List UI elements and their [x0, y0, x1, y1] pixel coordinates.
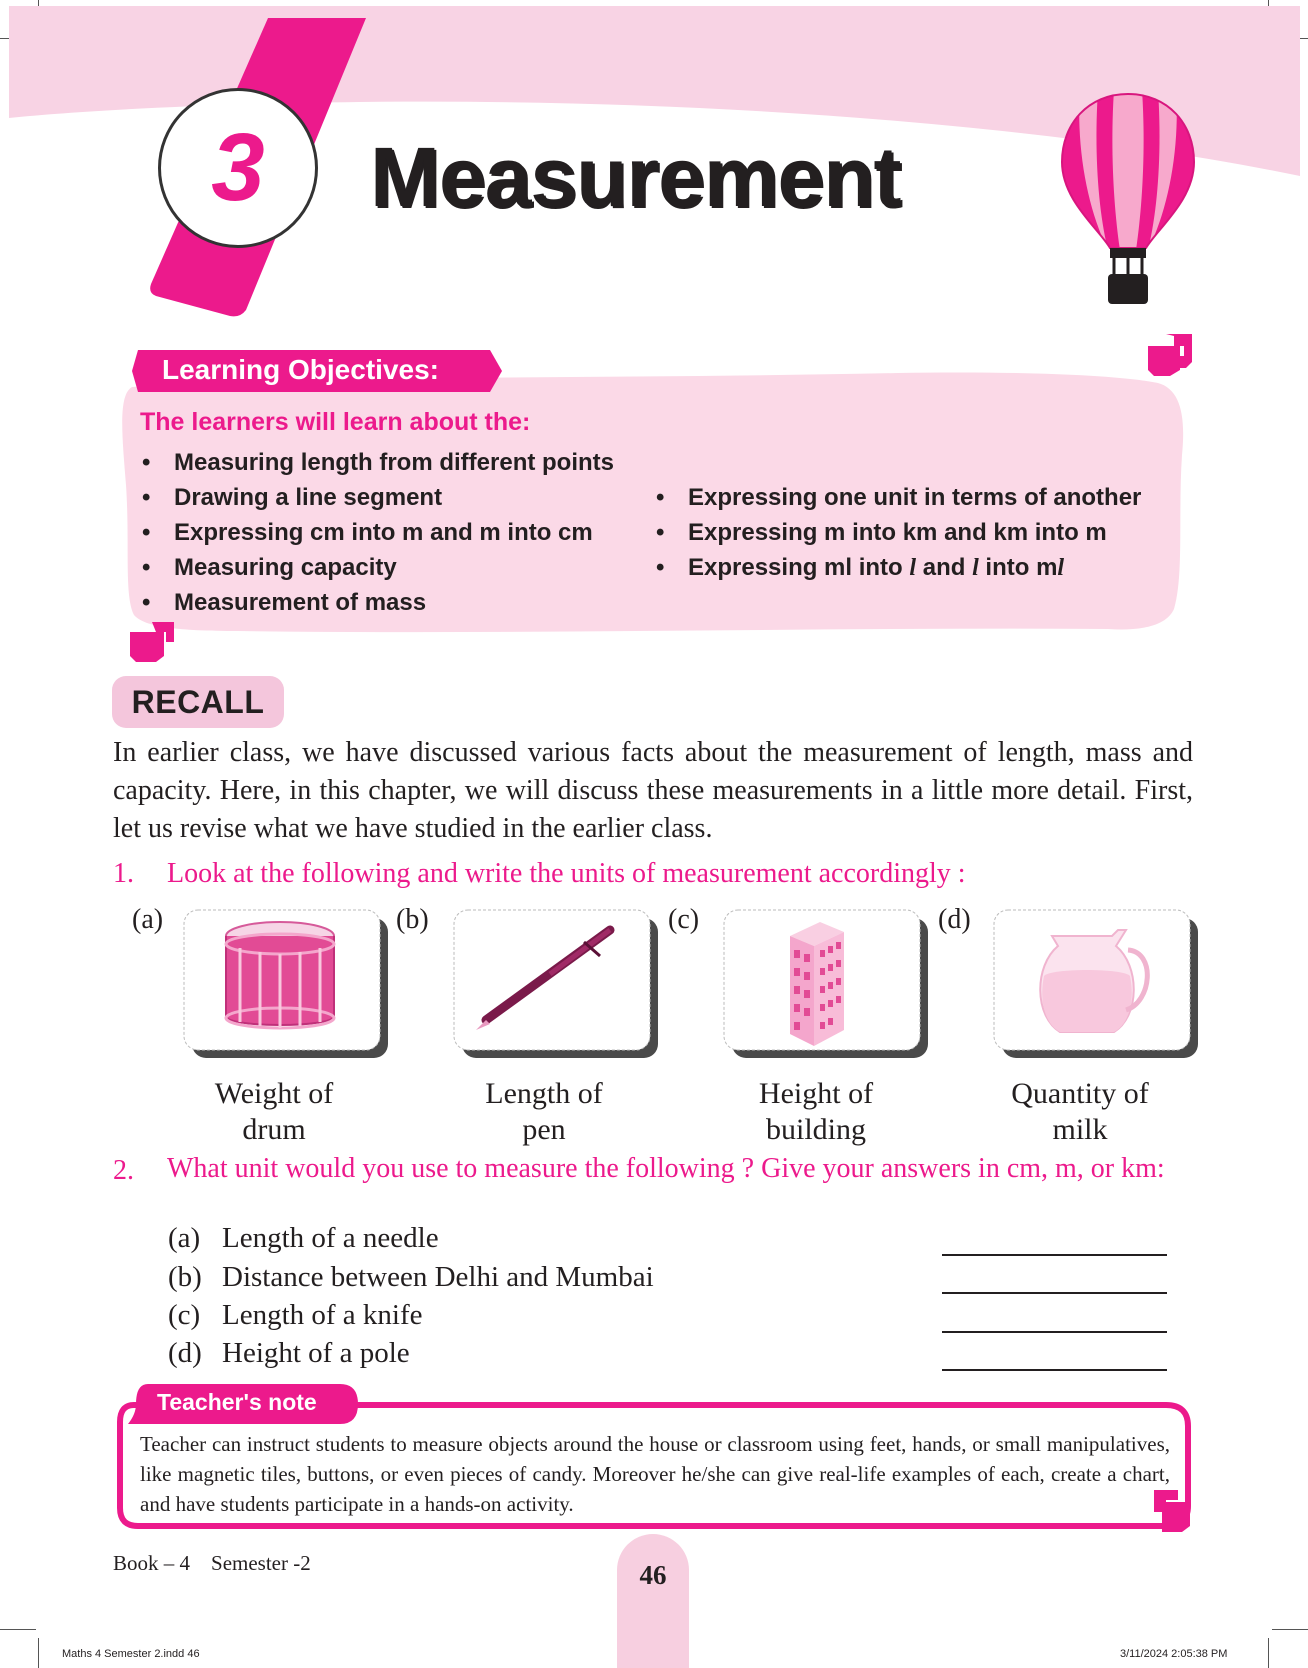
question-number: 2. — [113, 1155, 134, 1186]
hot-air-balloon-icon — [1058, 90, 1198, 310]
item-label: (d) — [938, 904, 971, 935]
caption-line: Height of — [758, 1077, 874, 1110]
answer-line[interactable] — [942, 1254, 1167, 1256]
corner-ornament-icon — [1148, 1486, 1194, 1534]
question-1 — [113, 858, 1193, 892]
item-label: (c) — [668, 904, 700, 935]
book-label: Book – 4 — [113, 1551, 191, 1575]
chapter-title: Measurement — [370, 130, 901, 224]
milk-card — [990, 906, 1202, 1062]
item-caption — [434, 1076, 654, 1148]
objectives-list-right — [652, 481, 1141, 586]
chapter-number: 3 — [211, 114, 265, 221]
objective-item: • Measuring length from different points — [138, 446, 614, 481]
objective-text: Expressing ml into — [688, 554, 910, 581]
litre-symbol: l — [1057, 555, 1065, 581]
answer-line[interactable] — [942, 1292, 1167, 1294]
question-text: What unit would you use to measure the following ? Give your answers in cm, m, or km: — [167, 1153, 1165, 1184]
corner-ornament-icon — [126, 620, 178, 664]
answer-line[interactable] — [942, 1331, 1167, 1333]
recall-paragraph: In earlier class, we have discussed various facts about the measurement of length, mass and capacity. Here, in this chapter, we will discuss these measurements in a little more detail. First, let us revise what we have studied in the earlier class. — [113, 737, 1193, 844]
caption-line: building — [765, 1113, 866, 1146]
item-label: (a) — [132, 904, 164, 935]
objective-item: • Measurement of mass — [138, 586, 614, 621]
sub-question-label: (a) — [168, 1222, 201, 1254]
objective-item: • Expressing cm into m and m into cm — [138, 516, 614, 551]
sub-question — [168, 1299, 423, 1335]
drum-card — [180, 906, 392, 1062]
question-2 — [113, 1155, 1203, 1225]
sub-question — [168, 1337, 410, 1373]
corner-ornament-icon — [1144, 332, 1196, 378]
crop-mark — [38, 1638, 39, 1668]
building-card — [720, 906, 932, 1062]
objective-item: • Expressing one unit in terms of another — [652, 481, 1141, 516]
sub-question-label: (c) — [168, 1299, 201, 1331]
sub-question-text: Length of a needle — [222, 1222, 439, 1254]
page-number: 46 — [639, 1560, 667, 1590]
teachers-note-heading: Teacher's note — [157, 1389, 317, 1415]
sub-question — [168, 1261, 654, 1297]
drum-icon — [226, 922, 334, 1028]
objective-item: • Drawing a line segment — [138, 481, 614, 516]
teachers-note-text: Teacher can instruct students to measure objects around the house or classroom using feet, hands, or small manipulatives, like magnetic tiles, buttons, or even pieces of candy. Moreover he/she can give real-life examples of each, create a chart, and have students participate in a hands-on activity. — [140, 1432, 1170, 1516]
sub-question-text: Distance between Delhi and Mumbai — [222, 1261, 654, 1293]
building-icon — [790, 922, 844, 1046]
sub-question-text: Height of a pole — [222, 1337, 410, 1369]
chapter-number-circle — [158, 88, 318, 248]
objective-text: and — [916, 554, 973, 581]
semester-label: Semester -2 — [211, 1551, 311, 1575]
objectives-list-left — [138, 446, 614, 621]
learning-objectives-intro: The learners will learn about the: — [140, 408, 531, 436]
print-slug-file: Maths 4 Semester 2.indd 46 — [62, 1648, 200, 1660]
litre-symbol: l — [909, 555, 917, 581]
item-label: (b) — [396, 904, 429, 935]
page-number-tab — [617, 1534, 689, 1668]
pen-card — [450, 906, 662, 1062]
sub-question — [168, 1222, 439, 1258]
question-number: 1. — [113, 858, 134, 889]
caption-line: Weight of — [214, 1077, 334, 1110]
crop-mark — [0, 1629, 36, 1630]
print-slug-date: 3/11/2024 2:05:38 PM — [1120, 1648, 1228, 1660]
crop-mark — [1272, 1629, 1308, 1630]
answer-line[interactable] — [942, 1369, 1167, 1371]
recall-label: RECALL — [131, 683, 265, 720]
learning-objectives-heading: Learning Objectives: — [162, 354, 439, 385]
objective-text: into m — [978, 554, 1058, 581]
caption-line: pen — [522, 1113, 566, 1146]
sub-question-text: Length of a knife — [222, 1299, 423, 1331]
item-caption — [706, 1076, 926, 1148]
item-caption — [164, 1076, 384, 1148]
caption-line: drum — [242, 1113, 306, 1146]
litre-symbol: l — [972, 555, 979, 581]
item-caption — [970, 1076, 1190, 1148]
caption-line: milk — [1052, 1113, 1108, 1146]
sub-question-label: (d) — [168, 1337, 202, 1369]
crop-mark — [1268, 1638, 1269, 1668]
caption-line: Quantity of — [1011, 1077, 1149, 1110]
objective-item: • Expressing m into km and km into m — [652, 516, 1141, 551]
sub-question-label: (b) — [168, 1261, 202, 1293]
question-text: Look at the following and write the units of measurement accordingly : — [167, 858, 966, 889]
caption-line: Length of — [485, 1077, 603, 1110]
objective-item — [652, 551, 1141, 586]
recall-tab — [112, 676, 284, 728]
objective-item: • Measuring capacity — [138, 551, 614, 586]
book-info — [113, 1551, 311, 1576]
